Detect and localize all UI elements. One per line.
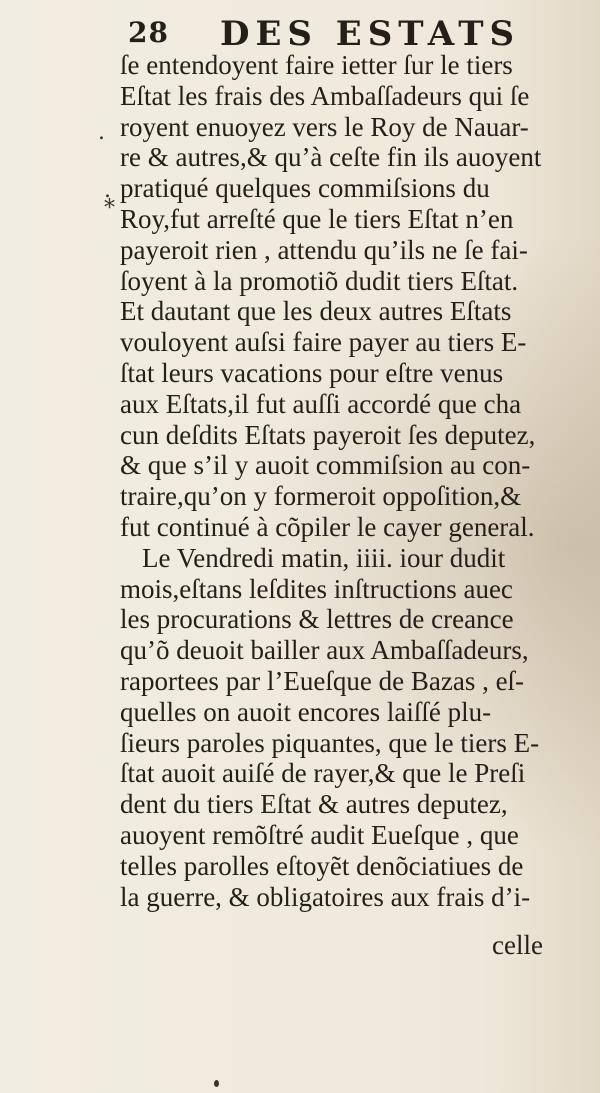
text-line: les procurations & lettres de creance (120, 604, 514, 635)
body-text (120, 50, 580, 912)
text-line: ſtat auoit auiſé de rayer,& que le Preſi (120, 758, 526, 789)
text-line: dent du tiers Eſtat & autres deputez, (120, 789, 508, 820)
text-line: Le Vendredi matin, iiii. iour dudit (142, 542, 506, 573)
text-line: traire,qu’on y formeroit oppoſition,& (120, 481, 522, 512)
text-line: ſoyent à la promotiõ dudit tiers Eſtat. (120, 265, 519, 296)
text-line: vouloyent auſsi faire payer au tiers E- (120, 327, 527, 358)
text-line: aux Eſtats,il fut auſſi accordé que cha (120, 388, 522, 419)
margin-mark: . (98, 120, 105, 145)
text-line: Eſtat les frais des Ambaſſadeurs qui ſe (120, 80, 530, 111)
text-line: cun deſdits Eſtats payeroit ſes deputez, (120, 419, 536, 450)
running-title: DES ESTATS (220, 14, 521, 54)
margin-mark: * (104, 196, 115, 221)
catchword: celle (492, 930, 543, 960)
margin-mark: . (104, 178, 111, 203)
page-number: 28 (128, 16, 169, 49)
ink-speck (214, 1080, 219, 1087)
text-line: ſtat leurs vacations pour eſtre venus (120, 357, 504, 388)
text-line: royent enuoyez vers le Roy de Nauar- (120, 111, 529, 142)
text-line: quelles on auoit encores laiſſé plu- (120, 696, 492, 727)
text-line: payeroit rien , attendu qu’ils ne ſe fai- (120, 234, 528, 265)
text-line: & que s’il y auoit commiſsion au con- (120, 450, 531, 481)
text-line: telles parolles eſtoyẽt denõciatiues de (120, 850, 524, 881)
text-line: Et dautant que les deux autres Eſtats (120, 296, 512, 327)
text-line: ſieurs paroles piquantes, que le tiers E- (120, 727, 540, 758)
text-line: la guerre, & obligatoires aux frais d’i- (120, 881, 531, 912)
text-line: Roy,fut arreſté que le tiers Eſtat n’en (120, 203, 514, 234)
text-line: pratiqué quelques commiſsions du (120, 173, 490, 204)
text-line: fut continué à cõpiler le cayer general. (120, 511, 535, 542)
text-line: auoyent remõſtré audit Eueſque , que (120, 819, 519, 850)
text-line: raportees par l’Eueſque de Bazas , eſ- (120, 665, 525, 696)
text-line: ſe entendoyent faire ietter ſur le tiers (120, 50, 513, 80)
page-header (120, 14, 540, 54)
text-line: re & autres,& qu’à ceſte fin ils auoyent (120, 142, 542, 173)
text-line: mois,eſtans leſdites inſtructions auec (120, 573, 513, 604)
text-line: qu’õ deuoit bailler aux Ambaſſadeurs, (120, 635, 529, 666)
